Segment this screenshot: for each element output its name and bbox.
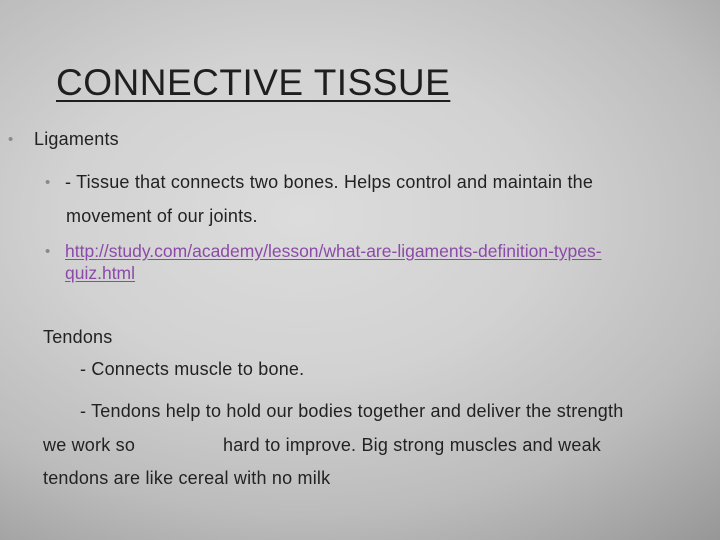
- bullet-icon: •: [45, 174, 51, 191]
- tendons-definition: - Connects muscle to bone.: [80, 359, 305, 379]
- ligaments-definition-line2: movement of our joints.: [66, 206, 258, 226]
- bullet-icon: •: [45, 243, 51, 260]
- ligaments-heading: Ligaments: [34, 129, 119, 149]
- tendons-detail-line1: - Tendons help to hold our bodies together and deliver the strength: [80, 401, 624, 421]
- bullet-icon: •: [8, 131, 14, 148]
- tendons-detail-line2b: hard to improve. Big strong muscles and weak: [223, 435, 601, 455]
- tendons-heading: Tendons: [43, 327, 113, 347]
- ligaments-link-line2[interactable]: quiz.html: [65, 263, 136, 283]
- tendons-detail-line2a: we work so: [43, 435, 136, 455]
- ligaments-definition-line1: - Tissue that connects two bones. Helps control and maintain the: [65, 172, 594, 192]
- tendons-detail-line3: tendons are like cereal with no milk: [43, 468, 331, 488]
- ligaments-link-line1[interactable]: http://study.com/academy/lesson/what-are-ligaments-definition-types-: [65, 241, 602, 261]
- slide-title: CONNECTIVE TISSUE: [56, 62, 451, 103]
